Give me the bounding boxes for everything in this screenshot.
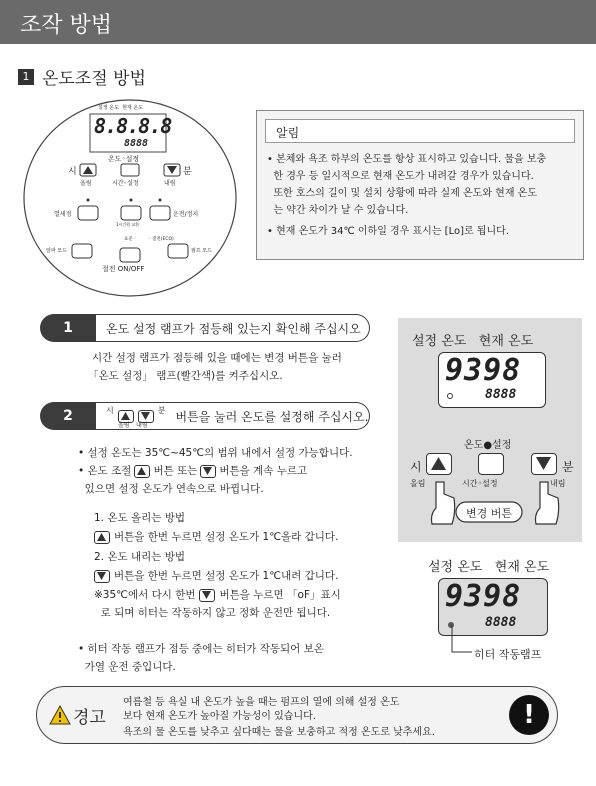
up-button-icon bbox=[134, 465, 150, 478]
raise-desc bbox=[94, 528, 338, 546]
warning-line-2: 보다 현재 온도가 높아질 가능성이 있습니다. bbox=[123, 711, 316, 722]
page-header bbox=[0, 0, 596, 44]
down-button-icon bbox=[200, 465, 216, 478]
warning-line-3: 욕조의 물 온도를 낮추고 싶다때는 물을 보충하고 적정 온도로 낮추세요. bbox=[123, 727, 435, 738]
page-title: 조작 방법 bbox=[20, 13, 113, 38]
lower-desc-text: 버튼을 한번 누르면 설정 온도가 1℃내려 갑니다. bbox=[114, 570, 339, 582]
fig1-down: 내림 bbox=[550, 479, 566, 488]
fig1-lamp bbox=[447, 393, 453, 399]
panel-pump-button bbox=[168, 244, 188, 258]
step-2-text: 버튼을 눌러 온도를 설정해 주십시오. bbox=[175, 409, 369, 424]
fig1-hour: 시 bbox=[410, 460, 422, 474]
step-2-bullet-3b: 가열 운전 중입니다. bbox=[78, 661, 176, 673]
step-2-bullet-3a: • 히터 작동 램프가 점등 중에는 히터가 작동되어 보온 bbox=[78, 643, 324, 655]
fig1-temp-set: 온도●설정 bbox=[464, 440, 512, 451]
figure-change-button bbox=[398, 318, 582, 542]
warning-label: 경고 bbox=[73, 708, 106, 728]
panel-hour-label: 시 bbox=[68, 167, 77, 177]
panel-runstop-button bbox=[150, 206, 170, 220]
step-2-text-wrap bbox=[96, 402, 370, 430]
step-2-bullet-2a: • 온도 조절 bbox=[78, 465, 132, 477]
section-title-text: 온도조절 방법 bbox=[42, 69, 146, 89]
panel-temp-set-label: 온도◦설정 bbox=[108, 155, 140, 163]
control-panel-diagram bbox=[20, 96, 240, 306]
panel-down-label: 내림 bbox=[164, 180, 176, 187]
notice-title: 알림 bbox=[265, 119, 575, 143]
step-1-number: 1 bbox=[40, 314, 96, 342]
step-2-bullet-1: • 설정 온도는 35℃~45℃의 범위 내에서 설정 가능합니다. bbox=[78, 447, 353, 459]
fig1-label: 설정 온도 현재 온도 bbox=[412, 334, 534, 349]
warning-triangle-icon bbox=[49, 705, 71, 725]
note-line-2: 로 되며 히터는 작동하지 않고 정화 운전만 됩니다. bbox=[94, 607, 331, 619]
fig2-heater-label: 히터 작동램프 bbox=[474, 648, 542, 661]
step-1-desc-1: 시간 설정 램프가 점등해 있을 때에는 변경 버튼을 눌러 bbox=[92, 352, 342, 364]
lower-title: 2. 온도 내리는 방법 bbox=[94, 551, 186, 563]
panel-pump-label: 펌프 모드 bbox=[191, 248, 212, 254]
raise-desc-text: 버튼을 한번 누르면 설정 온도가 1℃올라 갑니다. bbox=[114, 531, 339, 543]
panel-power-label: 절전 ON/OFF bbox=[102, 265, 145, 273]
panel-display-main: 8.8.8.8 bbox=[94, 114, 172, 138]
fig1-display bbox=[438, 352, 546, 408]
panel-reserve-button bbox=[121, 206, 141, 220]
panel-change-button bbox=[121, 164, 139, 176]
panel-runstop-label: 운전/정지 bbox=[173, 211, 199, 218]
panel-standard-label: 표준 ◦ bbox=[124, 237, 137, 242]
panel-top-labels: 설정 온도 현재 온도 bbox=[98, 105, 143, 111]
section-number: 1 bbox=[18, 69, 34, 85]
step-2-down-label: 내림 bbox=[136, 422, 148, 429]
section-title bbox=[18, 64, 146, 89]
notice-line-3: 또한 호스의 길이 및 설치 상황에 따라 실제 온도와 현재 온도 bbox=[267, 188, 537, 199]
warning-box bbox=[36, 686, 558, 744]
fig1-up: 올림 bbox=[410, 479, 426, 488]
up-button-icon bbox=[94, 531, 110, 544]
lower-desc bbox=[94, 567, 338, 585]
step-2-minute: 분 bbox=[157, 406, 166, 415]
fig2-display-main: 9398 bbox=[445, 579, 522, 614]
step-1-banner bbox=[40, 314, 370, 342]
step-1-desc-2: 「온도 설정」 램프(빨간색)를 켜주십시오. bbox=[88, 370, 283, 382]
fig2-display-sub: 8888 bbox=[485, 615, 517, 630]
fig1-time-set: 시간◦설정 bbox=[462, 479, 498, 488]
fig2-label: 설정 온도 현재 온도 bbox=[428, 560, 550, 575]
panel-alpha-label: 알파 모드 bbox=[46, 248, 67, 254]
panel-alpha-button bbox=[72, 244, 92, 258]
panel-heat-button bbox=[78, 206, 98, 220]
panel-reserve-label: 1시간원 교환 bbox=[116, 222, 140, 227]
note-line-1b: 버튼을 누르면 「oF」표시 bbox=[219, 589, 341, 601]
step-2-bullet-2b: 버튼 또는 bbox=[153, 465, 198, 477]
step-2-hour: 시 bbox=[106, 406, 114, 415]
fig1-display-main: 9398 bbox=[445, 353, 522, 388]
down-button-icon bbox=[94, 570, 110, 583]
step-2-number: 2 bbox=[40, 402, 96, 430]
notice-line-1: • 본체와 욕조 하부의 온도를 항상 표시하고 있습니다. 물을 보충 bbox=[267, 154, 547, 165]
notice-line-2: 한 경우 등 일시적으로 현재 온도가 내려갈 경우가 있습니다. bbox=[267, 171, 534, 182]
warning-line-1: 여름철 등 욕실 내 온도가 높을 때는 펌프의 열에 의해 설정 온도 bbox=[123, 697, 400, 708]
panel-save-label: ◦ 절전(ECO) bbox=[148, 237, 174, 242]
panel-power-button bbox=[120, 248, 140, 262]
panel-time-set-label: 시간◦설정 bbox=[112, 180, 139, 187]
figure-heater-lamp bbox=[398, 552, 582, 661]
fig1-change-label: 변경 버튼 bbox=[466, 507, 513, 520]
exclamation-icon: ! bbox=[509, 695, 549, 735]
panel-minute-label: 분 bbox=[183, 167, 192, 177]
step-2-bullet-2 bbox=[78, 462, 307, 480]
note-line-1 bbox=[94, 586, 341, 604]
step-1-text: 온도 설정 램프가 점등해 있는지 확인해 주십시오 bbox=[96, 314, 370, 342]
panel-heat-label: 열세정 bbox=[54, 211, 72, 218]
step-2-bullet-2c: 버튼을 계속 누르고 bbox=[219, 465, 308, 477]
notice-line-4: 는 약간 차이가 날 수 있습니다. bbox=[267, 205, 409, 216]
fig1-display-sub: 8888 bbox=[485, 387, 517, 402]
step-2-banner bbox=[40, 402, 370, 430]
step-2-bullet-2d: 있으면 설정 온도가 연속으로 바뀝니다. bbox=[78, 483, 264, 495]
panel-up-label: 올림 bbox=[80, 180, 92, 187]
step-2-up-label: 올림 bbox=[118, 422, 130, 429]
down-button-icon bbox=[199, 589, 215, 602]
note-line-1a: ※35℃에서 다시 한번 bbox=[94, 589, 196, 601]
raise-title: 1. 온도 올리는 방법 bbox=[94, 512, 186, 524]
notice-line-5: • 현재 온도가 34℃ 이하일 경우 표시는 [Lo]로 됩니다. bbox=[267, 226, 509, 237]
pressing-hands-illustration bbox=[398, 468, 582, 538]
notice-box bbox=[256, 110, 584, 260]
panel-display-sub: 8888 bbox=[124, 138, 149, 149]
fig1-minute: 분 bbox=[562, 460, 574, 474]
